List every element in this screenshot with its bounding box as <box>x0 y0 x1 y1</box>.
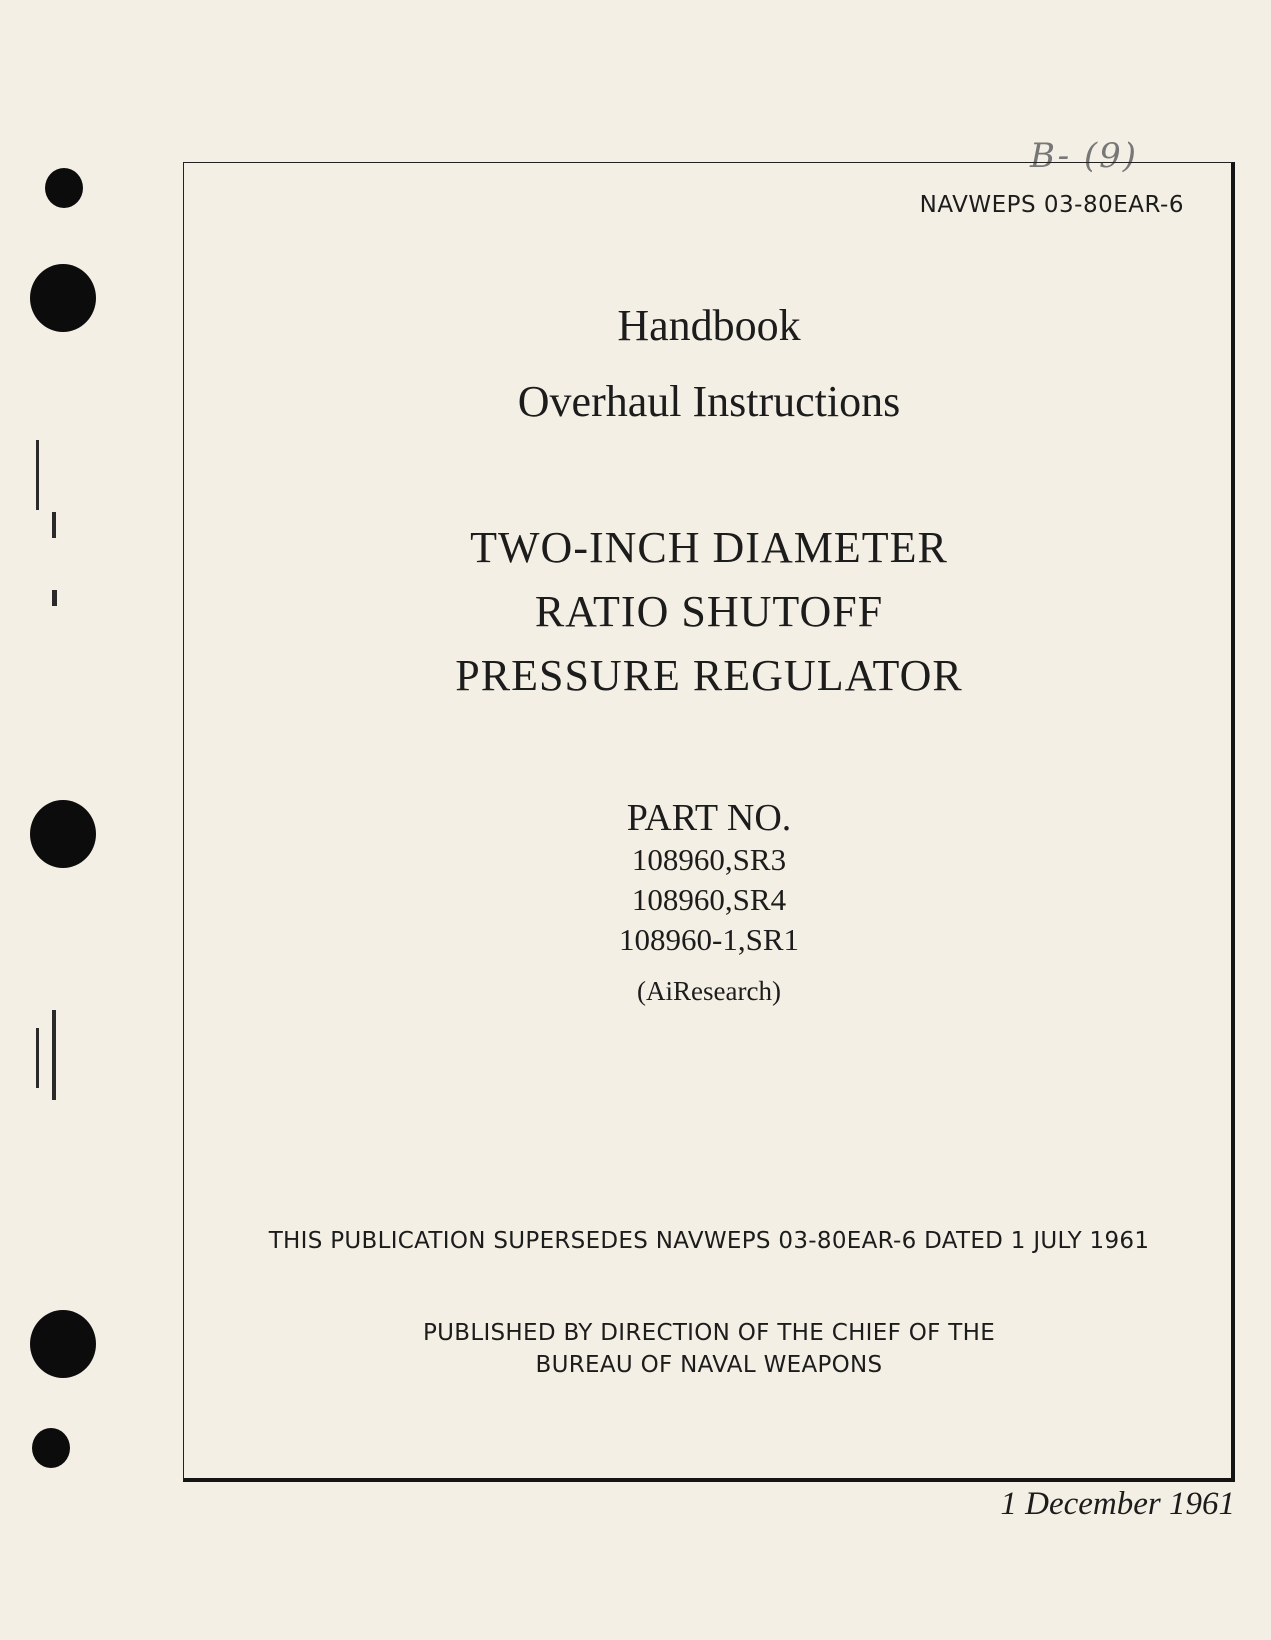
main-title-line: RATIO SHUTOFF <box>534 587 884 636</box>
overhaul-subtitle: Overhaul Instructions <box>517 377 901 426</box>
handbook-title: Handbook <box>617 301 801 350</box>
supersedes-notice: THIS PUBLICATION SUPERSEDES NAVWEPS 03-80EAR-6 DATED 1 JULY 1961 <box>268 1228 1150 1254</box>
binder-hole <box>30 800 96 868</box>
part-number: 108960,SR4 <box>631 882 787 917</box>
part-number: 108960-1,SR1 <box>619 922 799 957</box>
binder-hole <box>32 1428 70 1468</box>
handwritten-note: B- (9) <box>1030 136 1139 176</box>
binder-hole <box>45 168 83 208</box>
binding-mark <box>36 1028 39 1088</box>
part-number: 108960,SR3 <box>631 842 787 877</box>
binding-mark <box>52 1010 56 1100</box>
published-by-line: PUBLISHED BY DIRECTION OF THE CHIEF OF THE <box>422 1320 996 1346</box>
main-title-line: PRESSURE REGULATOR <box>455 651 963 700</box>
part-number-heading: PART NO. <box>626 797 792 839</box>
manufacturer: (AiResearch) <box>637 976 781 1006</box>
publication-date: 1 December 1961 <box>1000 1486 1235 1522</box>
binding-mark <box>52 512 56 538</box>
binding-mark <box>36 440 39 510</box>
published-by-line: BUREAU OF NAVAL WEAPONS <box>535 1352 883 1378</box>
document-number: NAVWEPS 03-80EAR-6 <box>919 192 1184 218</box>
binder-hole <box>30 264 96 332</box>
main-title-line: TWO-INCH DIAMETER <box>470 523 948 572</box>
binding-mark <box>52 590 57 606</box>
binder-hole <box>30 1310 96 1378</box>
